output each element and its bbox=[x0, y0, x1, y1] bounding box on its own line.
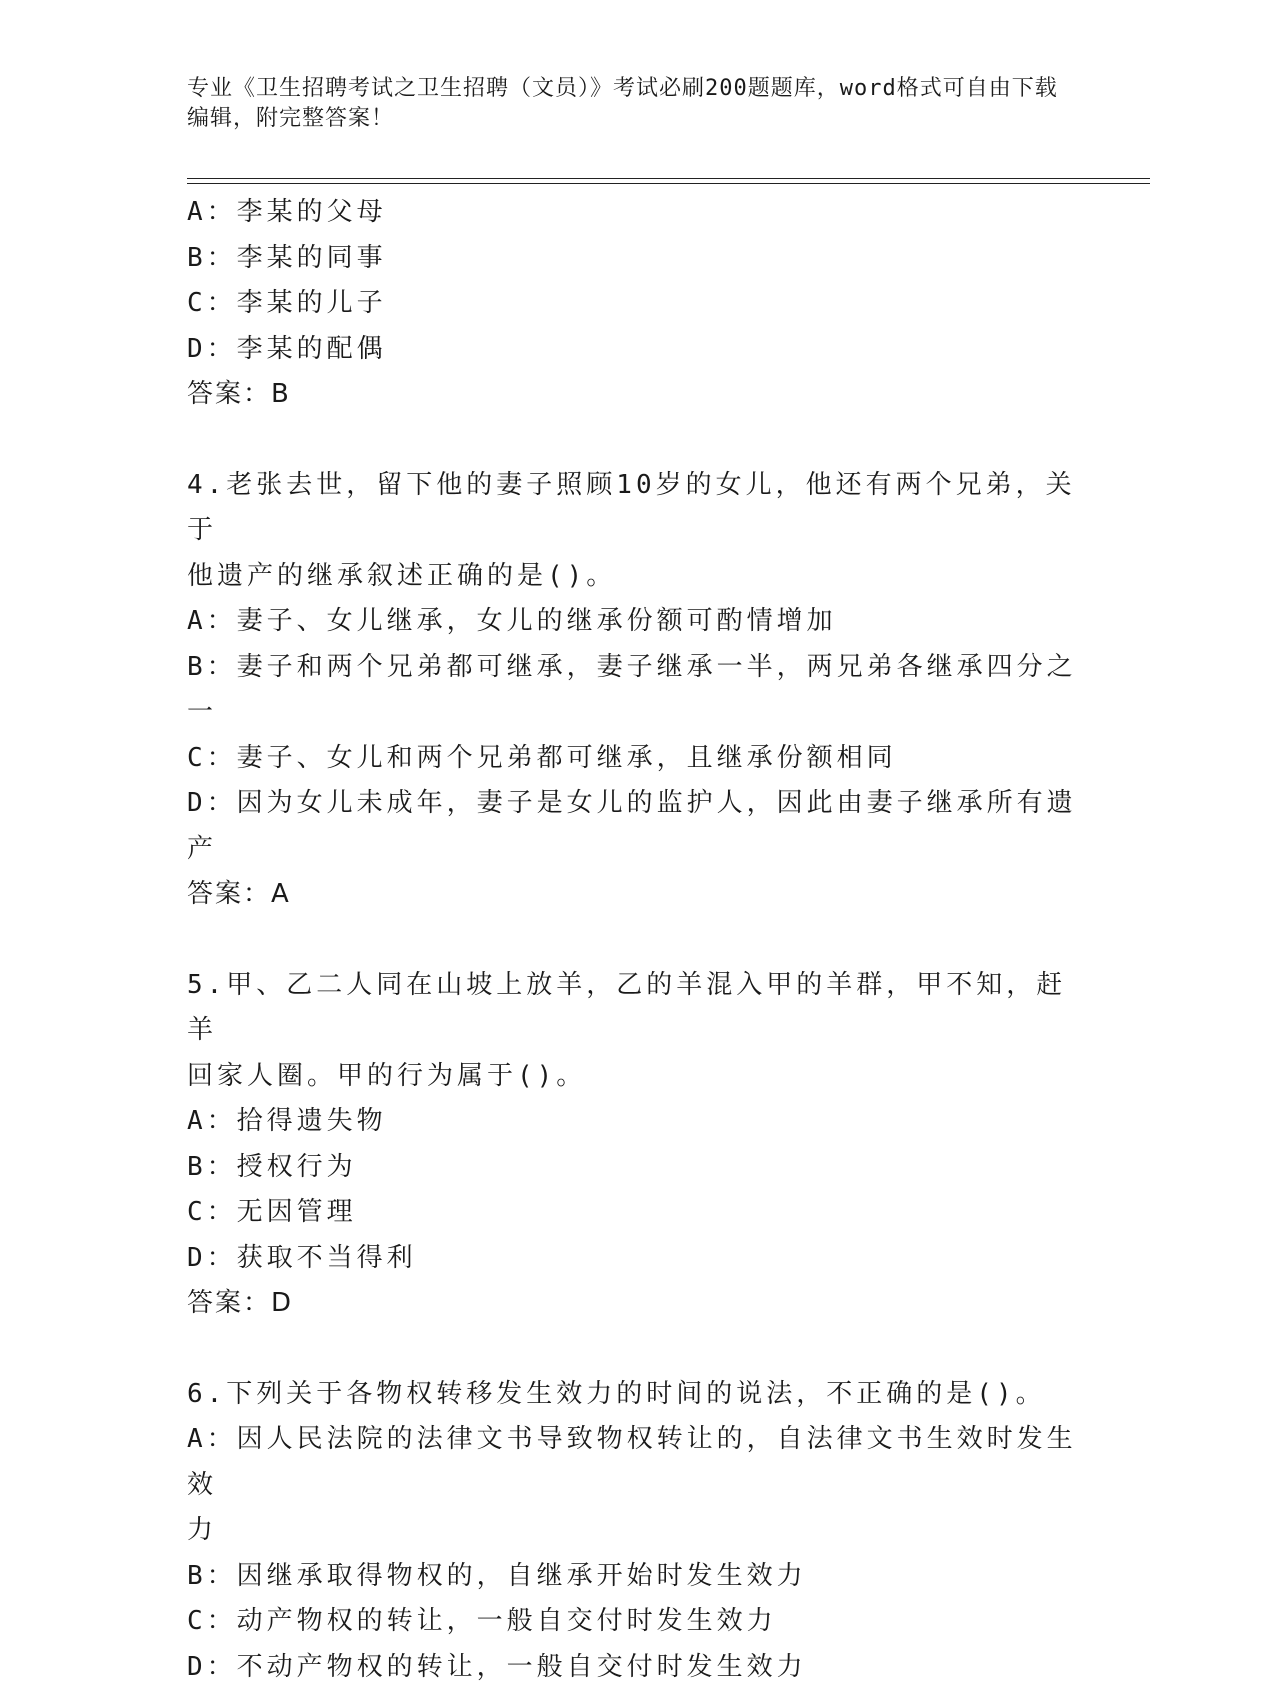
answer: 答案：A bbox=[187, 872, 1087, 918]
question-6-block bbox=[187, 1372, 1087, 1690]
option-d: D：因为女儿未成年，妻子是女儿的监护人，因此由妻子继承所有遗产 bbox=[187, 781, 1087, 872]
option-a: A：拾得遗失物 bbox=[187, 1099, 1087, 1145]
question-stem-cont: 回家人圈。甲的行为属于()。 bbox=[187, 1054, 1087, 1100]
option-a: A：因人民法院的法律文书导致物权转让的，自法律文书生效时发生效 bbox=[187, 1417, 1087, 1508]
option-c: C：李某的儿子 bbox=[187, 281, 1087, 327]
option-c: C：动产物权的转让，一般自交付时发生效力 bbox=[187, 1599, 1087, 1645]
question-stem: 4.老张去世，留下他的妻子照顾10岁的女儿，他还有两个兄弟，关于 bbox=[187, 463, 1087, 554]
question-stem: 6.下列关于各物权转移发生效力的时间的说法，不正确的是()。 bbox=[187, 1372, 1087, 1418]
option-a: A：妻子、女儿继承，女儿的继承份额可酌情增加 bbox=[187, 599, 1087, 645]
option-a: A：李某的父母 bbox=[187, 190, 1087, 236]
option-d: D：获取不当得利 bbox=[187, 1236, 1087, 1282]
option-b: B：妻子和两个兄弟都可继承，妻子继承一半，两兄弟各继承四分之一 bbox=[187, 645, 1087, 736]
option-b: B：授权行为 bbox=[187, 1145, 1087, 1191]
document-header: 专业《卫生招聘考试之卫生招聘（文员）》考试必刷200题题库，word格式可自由下载编辑，附完整答案！ bbox=[187, 74, 1067, 134]
question-stem-cont: 他遗产的继承叙述正确的是()。 bbox=[187, 554, 1087, 600]
question-stem: 5.甲、乙二人同在山坡上放羊，乙的羊混入甲的羊群，甲不知，赶羊 bbox=[187, 963, 1087, 1054]
option-b: B：李某的同事 bbox=[187, 236, 1087, 282]
question-4-block bbox=[187, 463, 1087, 918]
option-b: B：因继承取得物权的，自继承开始时发生效力 bbox=[187, 1554, 1087, 1600]
header-rule-double bbox=[187, 183, 1150, 184]
answer: 答案：D bbox=[187, 1281, 1087, 1327]
question-3-block bbox=[187, 190, 1087, 418]
header-rule bbox=[187, 178, 1150, 179]
option-d: D：不动产物权的转让，一般自交付时发生效力 bbox=[187, 1645, 1087, 1690]
question-5-block bbox=[187, 963, 1087, 1327]
answer: 答案：B bbox=[187, 372, 1087, 418]
option-d: D：李某的配偶 bbox=[187, 327, 1087, 373]
option-c: C：妻子、女儿和两个兄弟都可继承，且继承份额相同 bbox=[187, 736, 1087, 782]
option-c: C：无因管理 bbox=[187, 1190, 1087, 1236]
question-content bbox=[187, 190, 1087, 1690]
option-a-cont: 力 bbox=[187, 1508, 1087, 1554]
